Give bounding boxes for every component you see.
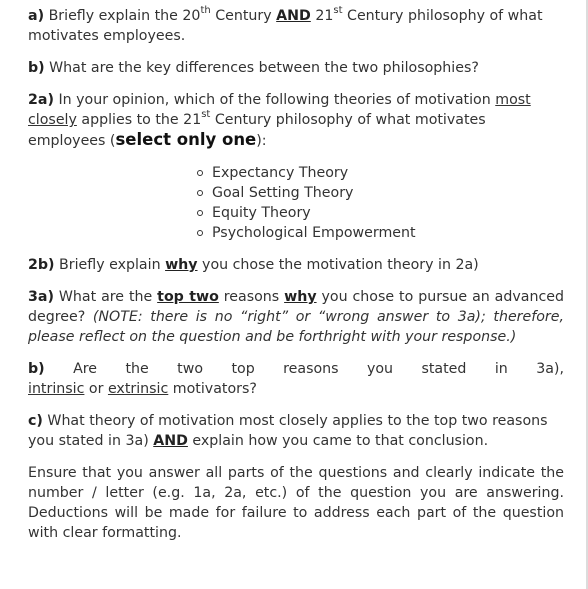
question-text: Century philosophy of what motivates employees. <box>28 8 543 44</box>
question-word: stated <box>421 361 467 377</box>
question-1a <box>28 6 564 46</box>
emphasis-top-two: top two <box>157 289 219 305</box>
theory-option: Equity Theory <box>212 203 564 223</box>
question-text: motivators? <box>168 381 257 397</box>
question-3a <box>28 287 564 347</box>
question-label: 2b) <box>28 257 55 273</box>
emphasis-extrinsic: extrinsic <box>107 381 169 397</box>
question-text: Briefly explain <box>54 257 166 273</box>
question-text: What are the key differences between the two philosophies? <box>44 60 479 76</box>
question-word: top <box>231 361 255 377</box>
theory-option: Goal Setting Theory <box>212 183 564 203</box>
question-text: ): <box>256 133 267 149</box>
theory-option: Expectancy Theory <box>212 163 564 183</box>
emphasis-why: why <box>165 257 198 273</box>
question-word: 3a), <box>536 361 564 377</box>
emphasis-and: AND <box>153 433 188 449</box>
question-label: c) <box>28 413 43 429</box>
question-label: 3a) <box>28 289 54 305</box>
question-3b-line <box>28 359 564 379</box>
question-3b <box>28 359 564 399</box>
question-text: Century philosophy of what motivates employees ( <box>28 112 486 149</box>
question-word: the <box>125 361 149 377</box>
emphasis-and: AND <box>276 8 311 24</box>
superscript: st <box>333 5 343 17</box>
question-text: you chose to pursue an advanced degree? <box>28 289 564 325</box>
question-text: or <box>84 381 108 397</box>
question-3b-line-2 <box>28 379 564 399</box>
question-text: applies to the 21 <box>76 112 202 128</box>
emphasis-intrinsic: intrinsic <box>28 381 85 397</box>
question-text: In your opinion, which of the following theories of motivation <box>53 92 496 108</box>
formatting-note: Ensure that you answer all parts of the questions and clearly indicate the number / letter (e.g. 1a, 2a, etc.) of the question you are answering. Deductions will be made for failure to address each part of the question with clear formatting. <box>28 465 564 541</box>
theory-option: Psychological Empowerment <box>212 223 564 243</box>
question-text: Briefly explain the 20 <box>44 8 201 24</box>
theory-options-list <box>28 163 564 243</box>
question-text: explain how you came to that conclusion. <box>187 433 489 449</box>
question-word: Are <box>73 361 98 377</box>
superscript: th <box>200 5 211 17</box>
select-only-one-emphasis: select only one <box>115 130 257 149</box>
question-3c <box>28 411 564 451</box>
question-label: a) <box>28 8 45 24</box>
question-2a <box>28 90 564 151</box>
question-text: reasons <box>218 289 285 305</box>
emphasis-most: most <box>495 92 531 108</box>
italic-note: (NOTE: there is no “right” or “wrong answer to 3a); therefore, please reflect on the question and be forthright with your response.) <box>28 309 564 345</box>
question-2b <box>28 255 564 275</box>
question-1b <box>28 58 564 78</box>
emphasis-why: why <box>284 289 317 305</box>
superscript: st <box>201 109 211 121</box>
question-label: b) <box>28 361 45 377</box>
question-word: you <box>366 361 394 377</box>
emphasis-closely: closely <box>28 112 77 128</box>
question-text: you chose the motivation theory in 2a) <box>197 257 479 273</box>
question-text: Century <box>210 8 277 24</box>
question-word: reasons <box>283 361 339 377</box>
question-label: 2a) <box>28 92 54 108</box>
question-text: 21 <box>310 8 334 24</box>
question-text: What theory of motivation most closely applies to the top two reasons you stated in 3a) <box>28 413 548 449</box>
question-label: b) <box>28 60 45 76</box>
question-word: two <box>177 361 204 377</box>
question-word: in <box>494 361 508 377</box>
question-text: What are the <box>53 289 158 305</box>
